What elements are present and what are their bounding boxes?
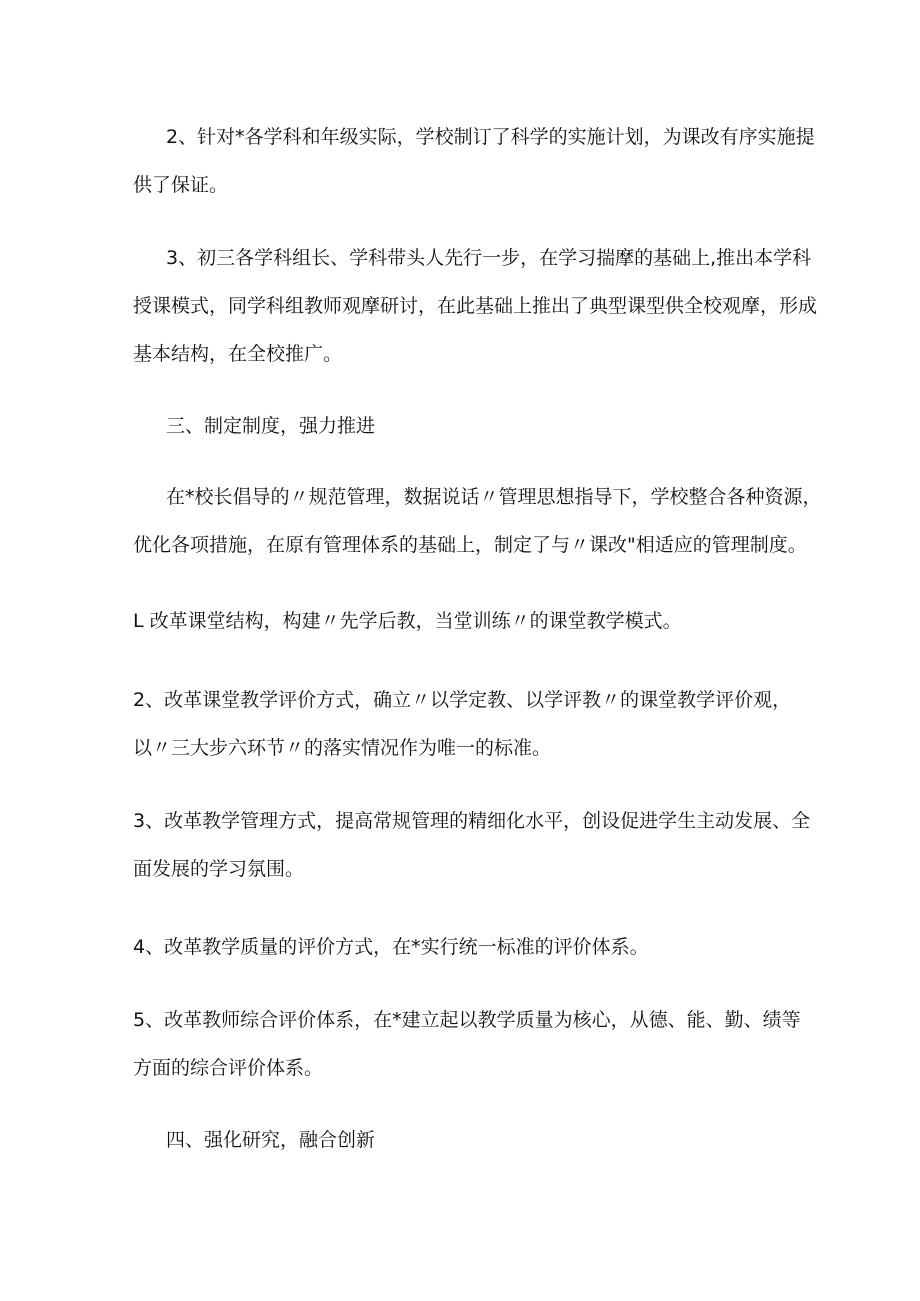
list-item-3 [133,797,811,893]
paragraph-teaching-model [133,234,818,378]
text-line: 供了保证。 [133,174,229,196]
text-line: 优化各项措施，在原有管理体系的基础上，制定了与〃课改"相适应的管理制度。 [133,534,807,556]
text-line: 授课模式，同学科组教师观摩研讨，在此基础上推出了典型课型供全校观摩，形成 [133,295,818,317]
paragraph-plan-guarantee [133,113,815,209]
section-heading-4 [133,1116,798,1164]
text-line: 在*校长倡导的〃规范管理，数据说话〃管理思想指导下，学校整合各种资源， [166,486,822,508]
text-line: 面发展的学习氛围。 [133,858,305,880]
text-line: 2、针对*各学科和年级实际，学校制订了科学的实施计划，为课改有序实施提 [166,126,815,148]
text-line: 2、改革课堂教学评价方式，确立〃以学定教、以学评教〃的课堂教学评价观， [133,689,792,711]
list-item-5 [133,996,801,1092]
text-line: 以〃三大步六环节〃的落实情况作为唯一的标准。 [133,737,552,759]
section-heading-3 [133,402,798,450]
text-line: 3、初三各学科组长、学科带头人先行一步，在学习揣摩的基础上,推出本学科 [166,247,812,269]
text-line: 基本结构，在全校推广。 [133,343,343,365]
text-line: 方面的综合评价体系。 [133,1057,324,1079]
text-line: L 改革课堂结构，构建〃先学后教，当堂训练〃的课堂教学模式。 [133,610,682,632]
paragraph-management-system [133,473,822,569]
text-line: 四、强化研究，融合创新 [166,1129,376,1151]
text-line: 5、改革教师综合评价体系，在*建立起以教学质量为核心，从德、能、勤、绩等 [133,1009,801,1031]
text-line: 4、改革教学质量的评价方式，在*实行统一标准的评价体系。 [133,936,649,958]
text-line: 3、改革教学管理方式，提高常规管理的精细化水平，创设促进学生主动发展、全 [133,810,811,832]
text-line: 三、制定制度，强力推进 [166,415,376,437]
list-item-2 [133,676,798,772]
list-item-4 [133,923,798,971]
list-item-1 [133,597,798,645]
